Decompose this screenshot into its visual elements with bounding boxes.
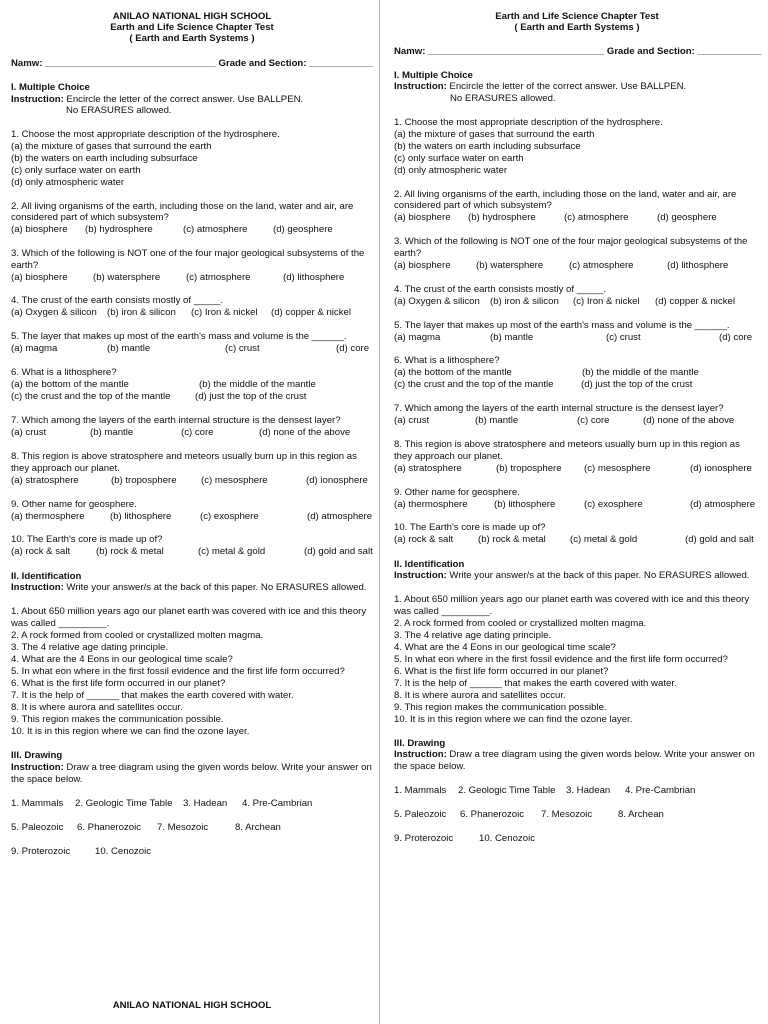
option-text: (c) mesosphere: [201, 475, 268, 486]
section-heading-drawing: III. Drawing: [394, 738, 446, 749]
question-3-cont: earth?: [394, 248, 422, 259]
option-text: (b) iron & silicon: [490, 296, 559, 307]
option-text: (a) the bottom of the mantle: [394, 367, 512, 378]
instruction-line: Instruction: Encircle the letter of the correct answer. Use BALLPEN.: [394, 81, 687, 92]
instruction-line: Instruction: Draw a tree diagram using the given words below. Write your answer on: [11, 762, 372, 773]
drawing-term: 9. Proterozoic: [394, 833, 454, 844]
drawing-term: 5. Paleozoic: [394, 809, 447, 820]
identification-item: 2. A rock formed from cooled or crystallized molten magma.: [394, 618, 647, 629]
option-text: (c) Iron & nickel: [573, 296, 640, 307]
identification-item: 7. It is the help of ______ that makes the earth covered with water.: [11, 690, 294, 701]
identification-item: 5. In what eon where in the first fossil evidence and the first life form occurred?: [11, 666, 345, 677]
identification-item: 9. This region makes the communication possible.: [394, 702, 607, 713]
instruction-line: Instruction: Draw a tree diagram using the given words below. Write your answer on: [394, 749, 755, 760]
drawing-term: 7. Mesozoic: [157, 822, 209, 833]
name-grade-line: Namw: _________________________________ Grade and Section: ____________: [394, 46, 762, 57]
drawing-term: 7. Mesozoic: [541, 809, 593, 820]
option-text: (b) mantle: [107, 343, 151, 354]
option-text: (b) lithosphere: [494, 499, 556, 510]
option-text: (d) ionosphere: [306, 475, 368, 486]
option-text: (a) biosphere: [11, 272, 68, 283]
option-text: (a) the mixture of gases that surround the earth: [394, 129, 595, 140]
option-text: (b) mantle: [90, 427, 134, 438]
drawing-term: 6. Phanerozoic: [77, 822, 141, 833]
identification-item: 4. What are the 4 Eons in our geological time scale?: [394, 642, 616, 653]
option-text: (b) iron & silicon: [107, 307, 176, 318]
identification-item: 1. About 650 million years ago our planet earth was covered with ice and this theory: [11, 606, 367, 617]
option-text: (a) rock & salt: [394, 534, 454, 545]
question-5: 5. The layer that makes up most of the earth's mass and volume is the ______.: [394, 320, 730, 331]
option-text: (b) lithosphere: [110, 511, 172, 522]
option-text: (a) stratosphere: [394, 463, 462, 474]
option-text: (d) just the top of the crust: [581, 379, 693, 390]
identification-item: 6. What is the first life form occurred in our planet?: [394, 666, 609, 677]
option-text: (d) lithosphere: [283, 272, 345, 283]
identification-item: 5. In what eon where in the first fossil evidence and the first life form occurred?: [394, 654, 728, 665]
identification-item: 3. The 4 relative age dating principle.: [11, 642, 169, 653]
question-3-cont: earth?: [11, 260, 39, 271]
drawing-term: 5. Paleozoic: [11, 822, 64, 833]
drawing-term: 8. Archean: [235, 822, 281, 833]
option-text: (a) crust: [11, 427, 47, 438]
instruction-line: Instruction: Write your answer/s at the back of this paper. No ERASURES allowed.: [11, 582, 367, 593]
option-text: (d) copper & nickel: [655, 296, 735, 307]
test-topic: ( Earth and Earth Systems ): [514, 22, 640, 33]
question-3: 3. Which of the following is NOT one of the four major geological subsystems of the: [394, 236, 748, 247]
drawing-term: 4. Pre-Cambrian: [242, 798, 313, 809]
instruction-line-2: the space below.: [11, 774, 83, 785]
question-10: 10. The Earth's core is made up of?: [394, 522, 546, 533]
option-text: (c) Iron & nickel: [191, 307, 258, 318]
question-9: 9. Other name for geosphere.: [11, 499, 137, 510]
question-5: 5. The layer that makes up most of the earth's mass and volume is the ______.: [11, 331, 347, 342]
drawing-term: 10. Cenozoic: [479, 833, 535, 844]
instruction-line-2: the space below.: [394, 761, 466, 772]
option-text: (c) atmosphere: [564, 212, 629, 223]
drawing-term: 2. Geologic Time Table: [75, 798, 173, 809]
option-text: (d) lithosphere: [667, 260, 729, 271]
option-text: (b) mantle: [475, 415, 519, 426]
option-text: (b) rock & metal: [478, 534, 546, 545]
option-text: (d) core: [336, 343, 370, 354]
option-text: (d) none of the above: [259, 427, 351, 438]
option-text: (d) geosphere: [273, 224, 333, 235]
instruction-line-2: No ERASURES allowed.: [66, 105, 172, 116]
name-grade-line: Namw: ________________________________ Grade and Section: ____________: [11, 58, 374, 69]
identification-item: was called _________.: [11, 618, 110, 629]
option-text: (b) the waters on earth including subsurface: [394, 141, 581, 152]
question-8-cont: they approach our planet.: [11, 463, 120, 474]
option-text: (a) Oxygen & silicon: [394, 296, 480, 307]
option-text: (c) exosphere: [200, 511, 259, 522]
identification-item: 10. It is in this region where we can find the ozone layer.: [394, 714, 633, 725]
test-topic: ( Earth and Earth Systems ): [129, 33, 255, 44]
section-heading-multiple-choice: I. Multiple Choice: [11, 82, 90, 93]
option-text: (d) only atmospheric water: [394, 165, 508, 176]
option-text: (c) core: [577, 415, 610, 426]
option-text: (b) mantle: [490, 332, 534, 343]
question-4: 4. The crust of the earth consists mostly of _____.: [394, 284, 607, 295]
section-heading-identification: II. Identification: [394, 559, 465, 570]
drawing-term: 8. Archean: [618, 809, 664, 820]
drawing-term: 2. Geologic Time Table: [458, 785, 556, 796]
option-text: (a) biosphere: [394, 212, 451, 223]
drawing-term: 6. Phanerozoic: [460, 809, 524, 820]
option-text: (d) gold and salt: [304, 546, 373, 557]
question-2: 2. All living organisms of the earth, including those on the land, water and air, are: [11, 201, 354, 212]
school-name: ANILAO NATIONAL HIGH SCHOOL: [112, 11, 272, 22]
section-heading-identification: II. Identification: [11, 571, 82, 582]
option-text: (c) exosphere: [584, 499, 643, 510]
option-text: (c) atmosphere: [186, 272, 251, 283]
question-6: 6. What is a lithosphere?: [11, 367, 117, 378]
option-text: (c) atmosphere: [183, 224, 248, 235]
question-2-cont: considered part of which subsystem?: [11, 212, 169, 223]
section-heading-drawing: III. Drawing: [11, 750, 63, 761]
column-divider: [379, 0, 380, 1024]
option-text: (d) none of the above: [643, 415, 735, 426]
option-text: (b) watersphere: [93, 272, 161, 283]
question-2-cont: considered part of which subsystem?: [394, 200, 552, 211]
option-text: (b) the middle of the mantle: [582, 367, 699, 378]
option-text: (b) the middle of the mantle: [199, 379, 316, 390]
question-3: 3. Which of the following is NOT one of the four major geological subsystems of the: [11, 248, 365, 259]
option-text: (d) gold and salt: [685, 534, 754, 545]
instruction-line: Instruction: Encircle the letter of the correct answer. Use BALLPEN.: [11, 94, 304, 105]
option-text: (c) the crust and the top of the mantle: [11, 391, 171, 402]
option-text: (a) biosphere: [11, 224, 68, 235]
option-text: (a) thermosphere: [394, 499, 468, 510]
option-text: (a) rock & salt: [11, 546, 71, 557]
question-8: 8. This region is above stratosphere and meteors usually burn up in this region as: [394, 439, 740, 450]
option-text: (b) the waters on earth including subsurface: [11, 153, 198, 164]
identification-item: 8. It is where aurora and satellites occur.: [11, 702, 183, 713]
option-text: (c) crust: [225, 343, 260, 354]
option-text: (a) magma: [394, 332, 441, 343]
identification-item: 7. It is the help of ______ that makes the earth covered with water.: [394, 678, 677, 689]
section-heading-multiple-choice: I. Multiple Choice: [394, 70, 473, 81]
option-text: (b) watersphere: [476, 260, 544, 271]
identification-item: was called _________.: [394, 606, 493, 617]
option-text: (b) hydrosphere: [468, 212, 536, 223]
test-title: Earth and Life Science Chapter Test: [495, 11, 659, 22]
option-text: (a) thermosphere: [11, 511, 85, 522]
identification-item: 8. It is where aurora and satellites occur.: [394, 690, 566, 701]
option-text: (c) only surface water on earth: [11, 165, 141, 176]
option-text: (a) crust: [394, 415, 430, 426]
question-8-cont: they approach our planet.: [394, 451, 503, 462]
drawing-term: 1. Mammals: [11, 798, 64, 809]
identification-item: 3. The 4 relative age dating principle.: [394, 630, 552, 641]
option-text: (c) metal & gold: [198, 546, 266, 557]
drawing-term: 9. Proterozoic: [11, 846, 71, 857]
test-title: Earth and Life Science Chapter Test: [110, 22, 274, 33]
question-4: 4. The crust of the earth consists mostly of _____.: [11, 295, 224, 306]
option-text: (b) troposphere: [111, 475, 177, 486]
option-text: (c) the crust and the top of the mantle: [394, 379, 554, 390]
question-1: 1. Choose the most appropriate description of the hydrosphere.: [11, 129, 280, 140]
question-7: 7. Which among the layers of the earth internal structure is the densest layer?: [394, 403, 724, 414]
option-text: (d) atmosphere: [690, 499, 756, 510]
option-text: (a) stratosphere: [11, 475, 79, 486]
question-2: 2. All living organisms of the earth, including those on the land, water and air, are: [394, 189, 737, 200]
drawing-term: 4. Pre-Cambrian: [625, 785, 696, 796]
option-text: (c) only surface water on earth: [394, 153, 524, 164]
instruction-line-2: No ERASURES allowed.: [450, 93, 556, 104]
option-text: (d) atmosphere: [307, 511, 373, 522]
identification-item: 4. What are the 4 Eons in our geological time scale?: [11, 654, 233, 665]
option-text: (d) just the top of the crust: [195, 391, 307, 402]
question-1: 1. Choose the most appropriate description of the hydrosphere.: [394, 117, 663, 128]
option-text: (b) hydrosphere: [85, 224, 153, 235]
question-9: 9. Other name for geosphere.: [394, 487, 520, 498]
option-text: (a) the bottom of the mantle: [11, 379, 129, 390]
option-text: (d) only atmospheric water: [11, 177, 125, 188]
identification-item: 10. It is in this region where we can find the ozone layer.: [11, 726, 250, 737]
drawing-term: 3. Hadean: [566, 785, 611, 796]
option-text: (a) Oxygen & silicon: [11, 307, 97, 318]
option-text: (a) the mixture of gases that surround the earth: [11, 141, 212, 152]
drawing-term: 1. Mammals: [394, 785, 447, 796]
identification-item: 2. A rock formed from cooled or crystallized molten magma.: [11, 630, 264, 641]
option-text: (a) magma: [11, 343, 58, 354]
footer-school-name: ANILAO NATIONAL HIGH SCHOOL: [112, 1000, 272, 1011]
option-text: (d) core: [719, 332, 753, 343]
option-text: (b) rock & metal: [96, 546, 164, 557]
option-text: (c) atmosphere: [569, 260, 634, 271]
instruction-line: Instruction: Write your answer/s at the back of this paper. No ERASURES allowed.: [394, 570, 750, 581]
question-10: 10. The Earth's core is made up of?: [11, 534, 163, 545]
option-text: (d) ionosphere: [690, 463, 752, 474]
drawing-term: 3. Hadean: [183, 798, 228, 809]
option-text: (c) mesosphere: [584, 463, 651, 474]
option-text: (c) crust: [606, 332, 641, 343]
drawing-term: 10. Cenozoic: [95, 846, 151, 857]
option-text: (d) geosphere: [657, 212, 717, 223]
option-text: (c) metal & gold: [570, 534, 638, 545]
identification-item: 6. What is the first life form occurred in our planet?: [11, 678, 226, 689]
question-6: 6. What is a lithosphere?: [394, 355, 500, 366]
question-8: 8. This region is above stratosphere and meteors usually burn up in this region as: [11, 451, 357, 462]
option-text: (b) troposphere: [496, 463, 562, 474]
option-text: (c) core: [181, 427, 214, 438]
identification-item: 9. This region makes the communication possible.: [11, 714, 224, 725]
question-7: 7. Which among the layers of the earth internal structure is the densest layer?: [11, 415, 341, 426]
option-text: (d) copper & nickel: [271, 307, 351, 318]
identification-item: 1. About 650 million years ago our planet earth was covered with ice and this theory: [394, 594, 750, 605]
option-text: (a) biosphere: [394, 260, 451, 271]
